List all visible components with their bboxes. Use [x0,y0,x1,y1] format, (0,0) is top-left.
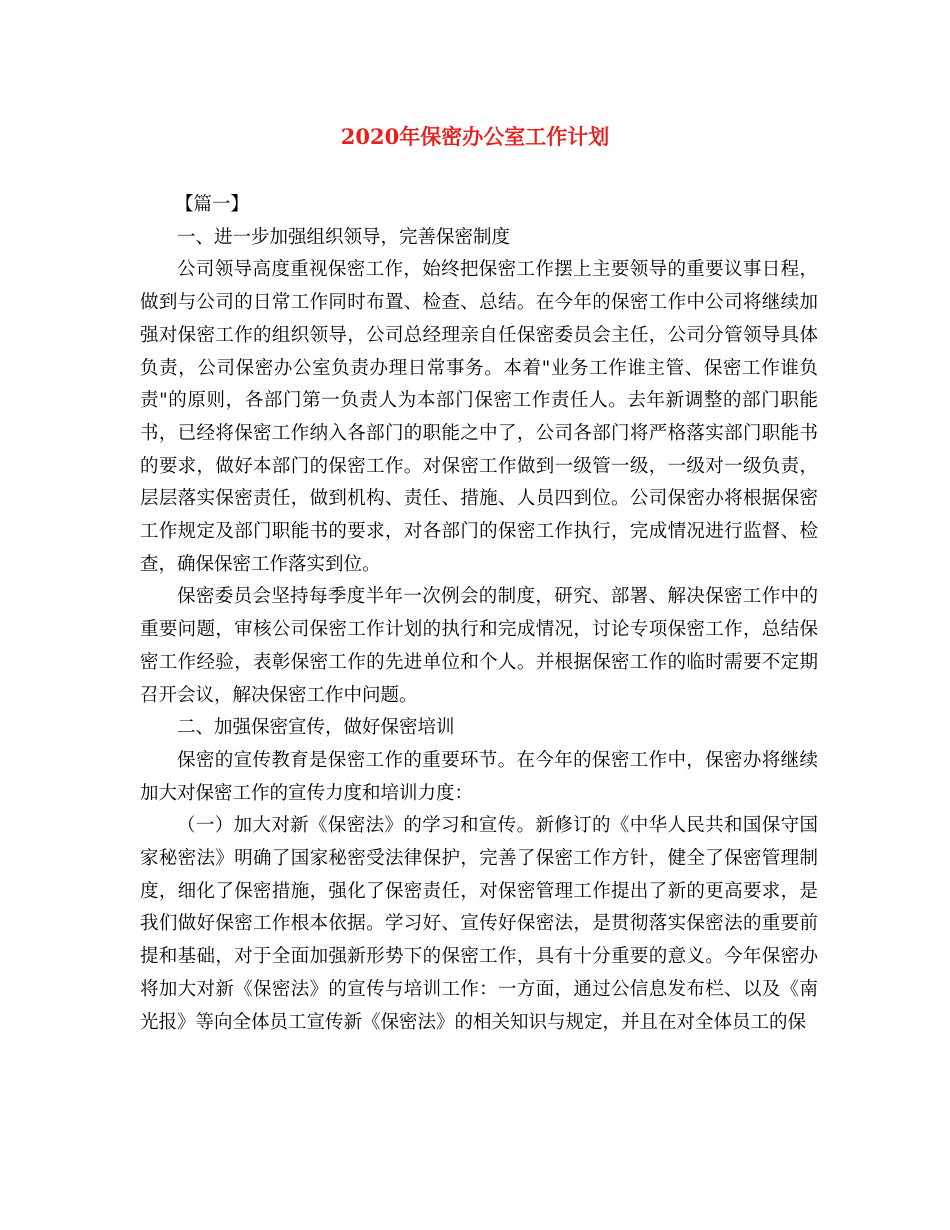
paragraph-3: 保密的宣传教育是保密工作的重要环节。在今年的保密工作中，保密办将继续加大对保密工作的宣传力度和培训力度： [140,749,818,804]
paragraph-2: 保密委员会坚持每季度半年一次例会的制度，研究、部署、解决保密工作中的重要问题，审核公司保密工作计划的执行和完成情况，讨论专项保密工作，总结保密工作经验，表彰保密工作的先进单位和个人。并根据保密工作的临时需要不定期召开会议，解决保密工作中问题。 [140,586,818,706]
paragraph-1: 公司领导高度重视保密工作，始终把保密工作摆上主要领导的重要议事日程，做到与公司的日常工作同时布置、检查、总结。在今年的保密工作中公司将继续加强对保密工作的组织领导，公司总经理亲自任保密委员会主任，公司分管领导具体负责，公司保密办公室负责办理日常事务。本着"业务工作谁主管、保密工作谁负责"的原则，各部门第一负责人为本部门保密工作责任人。去年新调整的部门职能书，已经将保密工作纳入各部门的职能之中了，公司各部门将严格落实部门职能书的要求，做好本部门的保密工作。对保密工作做到一级管一级，一级对一级负责，层层落实保密责任，做到机构、责任、措施、人员四到位。公司保密办将根据保密工作规定及部门职能书的要求，对各部门的保密工作执行，完成情况进行监督、检查，确保保密工作落实到位。 [140,259,818,575]
heading-1: 一、进一步加强组织领导，完善保密制度 [177,226,511,248]
heading-2: 二、加强保密宣传，做好保密培训 [177,717,455,739]
section-tag: 【篇一】 [175,194,250,215]
document-body [140,189,818,1039]
paragraph-4: （一）加大对新《保密法》的学习和宣传。新修订的《中华人民共和国保守国家秘密法》明确了国家秘密受法律保护，完善了保密工作方针，健全了保密管理制度，细化了保密措施，强化了保密责任，对保密管理工作提出了新的更高要求，是我们做好保密工作根本依据。学习好、宣传好保密法，是贯彻落实保密法的重要前提和基础，对于全面加强新形势下的保密工作，具有十分重要的意义。今年保密办将加大对新《保密法》的宣传与培训工作：一方面，通过公信息发布栏、以及《南光报》等向全体员工宣传新《保密法》的相关知识与规定，并且在对全体员工的保 [140,815,818,1033]
document-title: 2020年保密办公室工作计划 [340,124,610,149]
